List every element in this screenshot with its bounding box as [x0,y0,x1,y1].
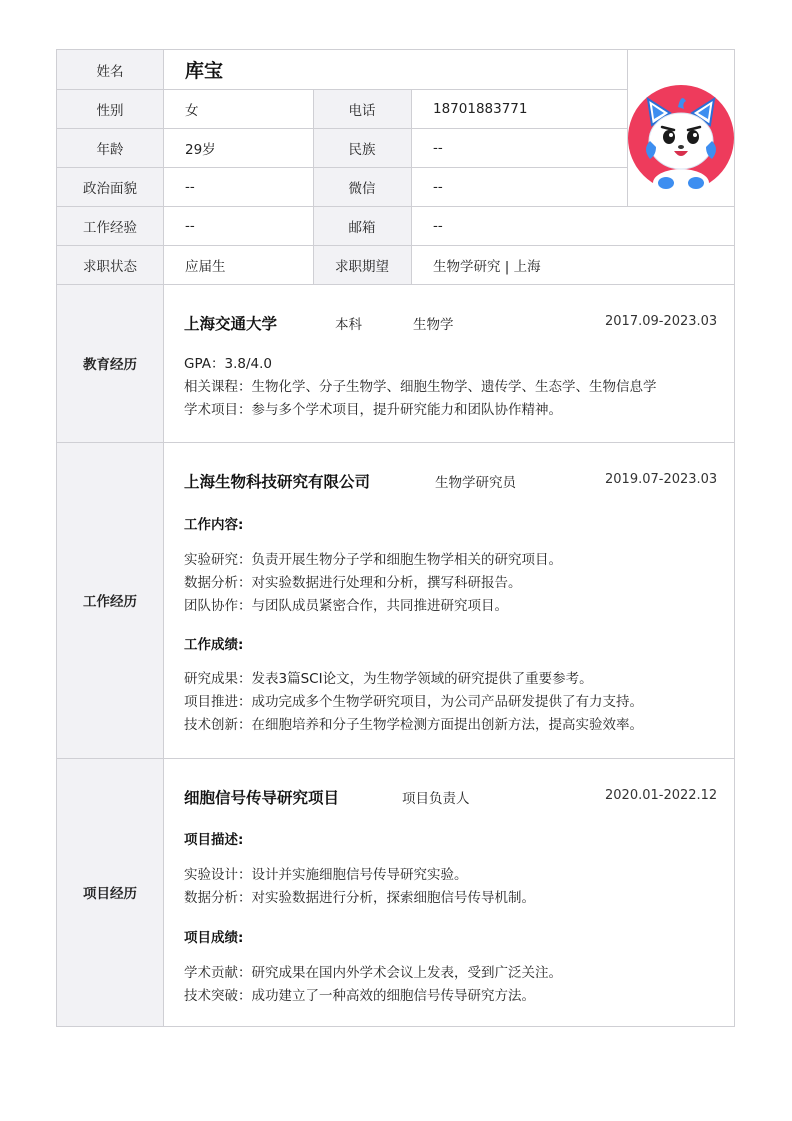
ethnicity-label: 民族 [313,128,411,167]
education-date: 2017.09-2023.03 [605,314,718,329]
phone-label: 电话 [313,89,411,128]
cartoon-cat-avatar-icon [628,85,734,191]
project-name: 细胞信号传导研究项目 [184,789,340,807]
education-line: 相关课程：生物化学、分子生物学、细胞生物学、遗传学、生态学、生物信息学 [184,379,657,395]
work-content-title: 工作内容: [184,517,244,533]
ethnicity-value: -- [433,139,443,156]
project-achieve-line: 学术贡献：研究成果在国内外学术会议上发表，受到广泛关注。 [184,965,562,981]
project-label: 项目经历 [57,758,163,1026]
education-school: 上海交通大学 [184,315,278,333]
work-content-line: 数据分析：对实验数据进行处理和分析，撰写科研报告。 [184,575,522,591]
work-achieve-line: 项目推进：成功完成多个生物学研究项目，为公司产品研发提供了有力支持。 [184,694,643,710]
project-date: 2020.01-2022.12 [605,788,718,803]
status-label: 求职状态 [57,245,163,284]
work-role: 生物学研究员 [435,475,516,491]
name-value: 库宝 [185,60,224,82]
work-company: 上海生物科技研究有限公司 [184,473,371,491]
project-achieve-title: 项目成绩: [184,930,244,946]
experience-label: 工作经验 [57,206,163,245]
name-label: 姓名 [57,50,163,89]
wechat-value: -- [433,178,443,195]
project-desc-line: 实验设计：设计并实施细胞信号传导研究实验。 [184,867,468,883]
gender-label: 性别 [57,89,163,128]
work-content-line: 团队协作：与团队成员紧密合作，共同推进研究项目。 [184,598,508,614]
work-label: 工作经历 [57,442,163,758]
education-major: 生物学 [413,317,454,333]
education-degree: 本科 [335,317,362,333]
project-desc-title: 项目描述: [184,832,244,848]
work-achieve-title: 工作成绩: [184,637,244,653]
phone-value: 18701883771 [433,100,528,117]
project-desc-line: 数据分析：对实验数据进行分析，探索细胞信号传导机制。 [184,890,535,906]
experience-value: -- [185,217,195,234]
email-value: -- [433,217,443,234]
politics-value: -- [185,178,195,195]
work-achieve-line: 研究成果：发表3篇SCI论文，为生物学领域的研究提供了重要参考。 [184,671,593,687]
work-content-line: 实验研究：负责开展生物分子学和细胞生物学相关的研究项目。 [184,552,562,568]
age-value: 29岁 [185,141,216,158]
expect-value: 生物学研究 | 上海 [433,258,541,275]
gender-value: 女 [185,102,199,119]
email-label: 邮箱 [313,206,411,245]
project-achieve-line: 技术突破：成功建立了一种高效的细胞信号传导研究方法。 [184,988,535,1004]
work-date: 2019.07-2023.03 [605,472,718,487]
politics-label: 政治面貌 [57,167,163,206]
expect-label: 求职期望 [313,245,411,284]
age-label: 年龄 [57,128,163,167]
work-achieve-line: 技术创新：在细胞培养和分子生物学检测方面提出创新方法，提高实验效率。 [184,717,643,733]
resume-table [56,49,735,1027]
project-role: 项目负责人 [402,791,470,807]
education-line: GPA：3.8/4.0 [184,356,272,372]
avatar [628,85,734,191]
education-line: 学术项目：参与多个学术项目，提升研究能力和团队协作精神。 [184,402,562,418]
status-value: 应届生 [185,258,226,275]
education-label: 教育经历 [57,284,163,442]
wechat-label: 微信 [313,167,411,206]
